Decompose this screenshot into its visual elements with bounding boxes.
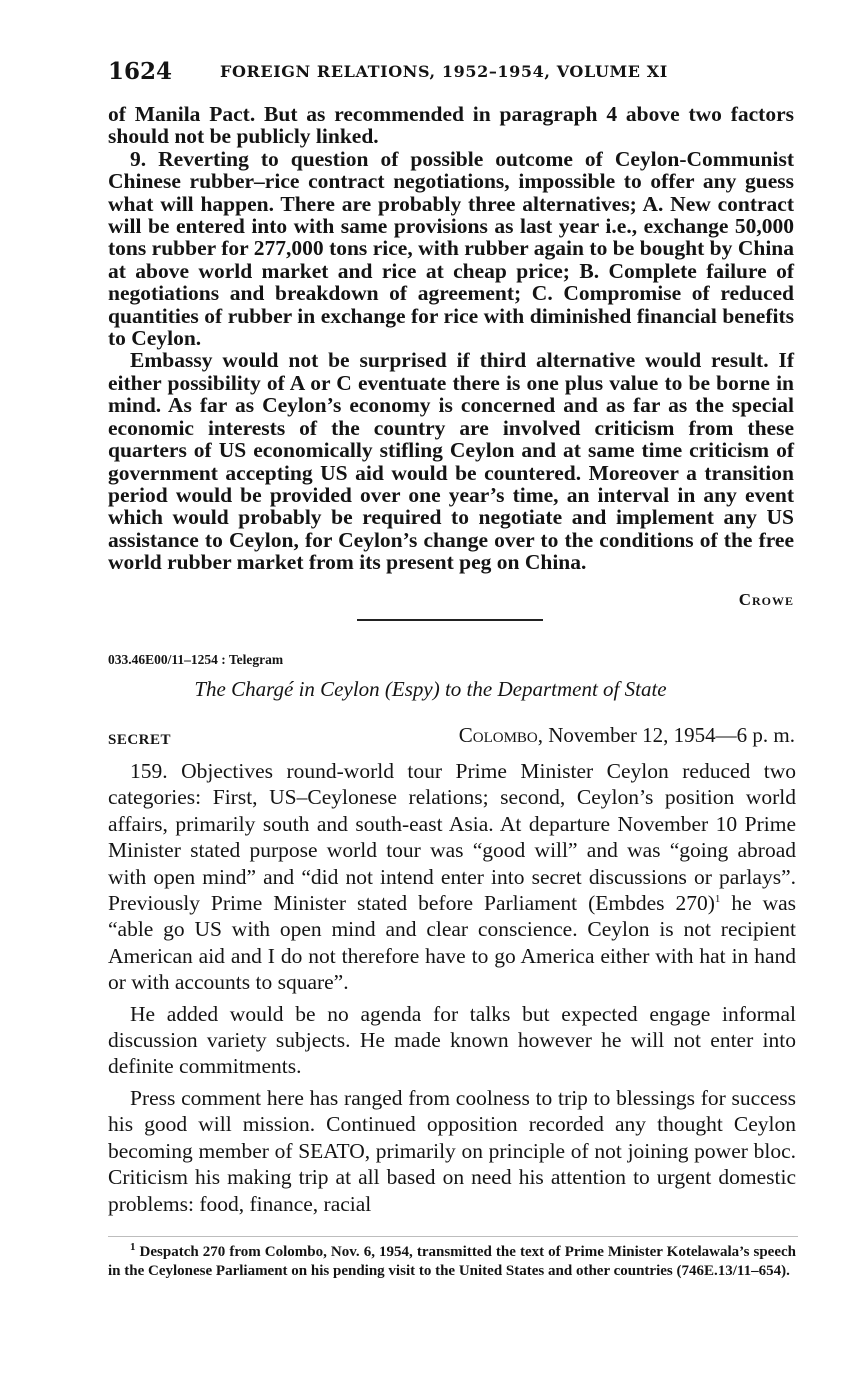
dateline	[459, 723, 795, 748]
classification-label: SECRET	[108, 732, 172, 748]
footnote-divider	[108, 1236, 798, 1237]
signature: Crowe	[738, 590, 794, 609]
paragraph-9: 9. Reverting to question of possible outcome of Ceylon-Communist Chinese rubber–rice contract negotiations, impossible to offer any guess what will happen. There are probably three alternatives; A. New contract will be entered into with same provisions as last year i.e., exchange 50,000 tons rubber for 277,000 tons rice, with rubber again to be bought by China at above world market and rice at cheap price; B. Complete failure of negotiations and breakdown of agreement; C. Compromise of reduced quantities of rubber in exchange for rice with diminished financial benefits to Ceylon.	[108, 146, 794, 351]
running-head: FOREIGN RELATIONS, 1952–1954, VOLUME XI	[220, 62, 668, 81]
paragraph-embassy: Embassy would not be surprised if third alternative would result. If either possibility of A or C eventuate there is one plus value to be borne in mind. As far as Ceylon’s economy is concerned and as far as the special economic interests of the country are involved criticism from these quarters of US economically stifling Ceylon and at same time criticism of government accepting US aid would be countered. Moreover a transition period would be provided over one year’s time, an interval in any event which would probably be required to negotiate and implement any US assistance to Ceylon, for Ceylon’s change over to the conditions of the free world rubber market from its present peg on China.	[108, 348, 794, 575]
section-divider	[357, 619, 543, 621]
paragraph-agenda: He added would be no agenda for talks but expected engage informal discussion variety subjects. He made known however he will not enter into definite commitments.	[108, 1001, 796, 1079]
paragraph-continuation: of Manila Pact. But as recommended in paragraph 4 above two factors should not be publicly linked.	[108, 102, 794, 149]
document-title: The Chargé in Ceylon (Espy) to the Department of State	[194, 677, 667, 701]
page-number: 1624	[108, 58, 173, 85]
telegram-body	[108, 758, 796, 1222]
footnote-mark: 1	[130, 1241, 136, 1253]
paragraph-159: 159. Objectives round-world tour Prime Minister Ceylon reduced two categories: First, US–Ceylonese relations; second, Ceylon’s position world affairs, primarily south and south-east Asia. At departure November 10 Prime Minister stated purpose world tour was “good will” and was “going abroad with open mind” and “did not intend enter into secret discussions or parlays”. Previously Prime Minister stated before Parliament (Embdes 270)$^1$ he was “able go US with open mind and clear conscience. Ceylon is not recipient American aid and I do not therefore have to go America either with hat in hand or with accounts to square”.	[108, 759, 797, 995]
document-reference: 033.46E00/11–1254 : Telegram	[108, 652, 284, 667]
paragraph-press: Press comment here has ranged from coolness to trip to blessings for success his good will mission. Continued opposition recorded any thought Ceylon becoming member of SEATO, primarily on principle of not joining power bloc. Criticism his making trip at all based on need his attention to urgent domestic problems: food, finance, racial	[108, 1085, 796, 1216]
previous-document-text	[108, 103, 794, 574]
footnote-1: $^1$ Despatch 270 from Colombo, Nov. 6, 1954, transmitted the text of Prime Minister Kotelawala’s speech in the Ceylonese Parliament on his pending visit to the United States and other countries (746E.13/11–654).	[108, 1241, 796, 1280]
dateline-place: Colombo,	[458, 723, 544, 747]
footnote-reference: 1	[714, 892, 721, 905]
page-header	[108, 58, 798, 88]
dateline-date: November 12, 1954—6 p. m.	[543, 723, 795, 747]
footnote	[108, 1243, 796, 1282]
